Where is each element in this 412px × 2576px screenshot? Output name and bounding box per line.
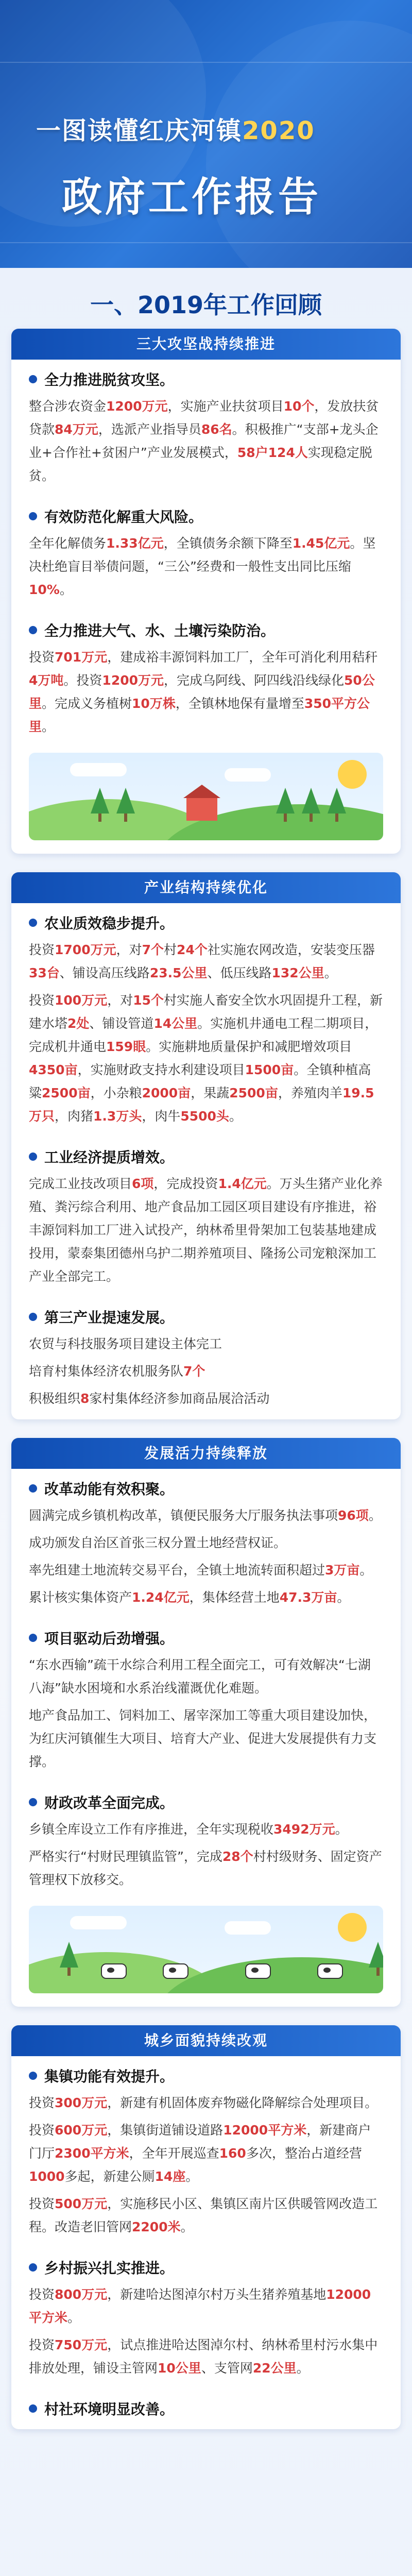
item-title-text: 全力推进大气、水、土壤污染防治。 [44,622,276,639]
tree-icon [276,788,295,814]
cow-icon [101,1963,127,1979]
bullet-dot-icon [29,1798,37,1806]
bullet-dot-icon [29,626,37,634]
cow-icon [317,1963,343,1979]
item-title-text: 项目驱动后劲增强。 [44,1630,175,1647]
item-title [29,1628,383,1648]
item-title-text: 乡村振兴扎实推进。 [44,2260,175,2277]
report-item [11,2389,401,2429]
item-paragraph: 累计核实集体资产1.24亿元，集体经营土地47.3万亩。 [29,1590,350,1605]
bullet-dot-icon [29,1313,37,1321]
cloud-icon [225,768,271,782]
farm-illustration [29,753,383,840]
item-title-text: 集镇功能有效提升。 [44,2068,175,2085]
tree-trunk [124,814,127,822]
report-item [11,1137,401,1297]
cloud-icon [225,1921,271,1935]
card-title: 发展活力持续释放 [11,1438,401,1469]
report-item [11,1469,401,1618]
item-paragraph: 乡镇全库设立工作有序推进，全年实现税收3492万元。 [29,1822,348,1837]
item-paragraph: 投资600万元，集镇街道铺设道路12000平方米，新建商户门厅2300平方米，全年开展巡查160多次，整治占道经营1000多起，新建公厕14座。 [29,2123,371,2184]
cow-icon [245,1963,271,1979]
bullet-dot-icon [29,2263,37,2272]
item-title [29,2398,383,2419]
item-title [29,1307,383,1327]
tree-icon [328,788,346,814]
item-title-text: 工业经济提质增效。 [44,1149,175,1166]
item-title-text: 农业质效稳步提升。 [44,915,175,932]
item-title-text: 全力推进脱贫攻坚。 [44,371,175,388]
item-paragraph: 投资800万元，新建哈达图淖尔村万头生猪养殖基地12000平方米。 [29,2287,371,2325]
pasture-illustration [29,1906,383,1993]
tree-trunk [67,1968,71,1976]
card-title: 城乡面貌持续改观 [11,2025,401,2056]
tree-icon [369,1942,383,1968]
report-item [11,611,401,748]
bullet-dot-icon [29,1153,37,1161]
item-paragraph: 投资750万元，试点推进哈达图淖尔村、纳林希里村污水集中排放处理，铺设主管网10公里、支管网22公里。 [29,2337,378,2376]
bullet-dot-icon [29,512,37,520]
decor-line [0,62,412,63]
item-title-text: 有效防范化解重大风险。 [44,509,203,526]
barn-icon [186,798,217,821]
item-paragraph: 投资1700万元，对7个村24个社实施农网改造，安装变压器33台、铺设高压线路23.5公里、低压线路132公里。 [29,942,375,980]
bullet-dot-icon [29,1634,37,1642]
tree-icon [91,788,109,814]
item-title [29,1478,383,1499]
item-paragraph: 完成工业技改项目6项，完成投资1.4亿元。万头生猪产业化养殖、粪污综合利用、地产食品加工园区项目建设有序推进，裕丰源饲料加工厂进入试投产，纳林希里骨架加工包装基地建成投用，蒙泰集团德州乌护二期养殖项目、隆扬公司宠粮深加工产业全部完工。 [29,1176,383,1284]
item-title [29,369,383,389]
item-title [29,1792,383,1812]
item-title-text: 改革动能有效积聚。 [44,1481,175,1498]
section-card [11,329,401,854]
item-paragraph: 地产食品加工、饲料加工、屠宰深加工等重大项目建设加快，为红庆河镇催生大项目、培育大产业、促进大发展提供有力支撑。 [29,1708,377,1769]
item-paragraph: 培育村集体经济农机服务队7个 [29,1364,205,1379]
item-paragraph: 投资100万元，对15个村实施人畜安全饮水巩固提升工程，新建水塔2处、铺设管道14公里。实施机井通电工程二期项目，完成机井通电159眼。实施耕地质量保护和减肥增效项目4350亩，实施财政支持水利建设项目1500亩。全镇种植高粱2500亩，小杂粮2000亩，果蔬2500亩，养殖肉羊19.5万只，肉猪1.3万头，肉牛5500头。 [29,993,383,1124]
report-item [11,497,401,611]
card-list [0,329,412,2429]
report-item [11,1783,401,1901]
cloud-icon [70,1916,127,1929]
item-title-text: 第三产业提速发展。 [44,1309,175,1326]
tree-icon [302,788,320,814]
cow-icon [163,1963,188,1979]
cloud-icon [70,763,127,776]
section-card [11,1438,401,2007]
item-paragraph: 投资701万元，建成裕丰源饲料加工厂，全年可消化利用秸秆4万吨。投资1200万元，完成乌阿线、阿四线沿线绿化50公里。完成义务植树10万株，全镇林地保有量增至350平方公里。 [29,650,378,734]
report-item [11,360,401,497]
tree-trunk [310,814,313,822]
item-paragraph: 率先组建土地流转交易平台，全镇土地流转面积超过3万亩。 [29,1563,373,1578]
report-item [11,2248,401,2389]
item-paragraph: 农贸与科技服务项目建设主体完工 [29,1336,222,1351]
tree-trunk [98,814,101,822]
item-paragraph: 积极组织8家村集体经济参加商品展洽活动 [29,1391,270,1406]
item-paragraph: 圆满完成乡镇机构改革，镇便民服务大厅服务执法事项96项。 [29,1508,382,1523]
bullet-dot-icon [29,919,37,927]
hero-title-text: 一图读懂红庆河镇 [36,116,243,145]
section-heading-text: 一、2019年工作回顾 [90,291,322,319]
report-item [11,1297,401,1419]
item-paragraph: 整合涉农资金1200万元，实施产业扶贫项目10个，发放扶贫贷款84万元，选派产业指导员86名。积极推广“支部+龙头企业+合作社+贫困户”产业发展模式，58户124人实现稳定脱贫。 [29,399,379,483]
item-paragraph: 全年化解债务1.33亿元，全镇债务余额下降至1.45亿元。坚决杜绝盲目举债问题，“三公”经费和一般性支出同比压缩10%。 [29,536,376,597]
card-title: 产业结构持续优化 [11,872,401,903]
item-paragraph: 投资300万元，新建有机固体废弃物磁化降解综合处理项目。 [29,2095,378,2110]
item-title [29,620,383,640]
item-paragraph: 成功颁发自治区首张三权分置土地经营权证。 [29,1535,287,1550]
hero-title-line1 [36,111,315,146]
item-title [29,912,383,933]
tree-icon [60,1942,78,1968]
decor-line [0,242,412,243]
item-title [29,2065,383,2086]
bullet-dot-icon [29,2404,37,2413]
item-paragraph: “东水西输”疏干水综合利用工程全面完工，可有效解决“七湖八海”缺水困境和水系治线灌溉优化难题。 [29,1657,371,1696]
item-paragraph: 严格实行“村财民理镇监管”，完成28个村村级财务、固定资产管理权下放移交。 [29,1849,382,1887]
bullet-dot-icon [29,2072,37,2080]
item-title [29,506,383,527]
bullet-dot-icon [29,1484,37,1493]
card-title: 三大攻坚战持续推进 [11,329,401,360]
barn-roof [183,785,220,798]
hero-banner [0,0,412,268]
section-card [11,2025,401,2429]
sun-icon [338,760,367,789]
item-paragraph: 投资500万元，实施移民小区、集镇区南片区供暖管网改造工程。改造老旧管网2200米。 [29,2196,378,2234]
section-heading [0,268,412,329]
bullet-dot-icon [29,375,37,383]
tree-trunk [335,814,338,822]
tree-trunk [376,1968,380,1976]
tree-icon [116,788,135,814]
item-title [29,1146,383,1167]
report-item [11,1618,401,1783]
tree-trunk [284,814,287,822]
item-title-text: 财政改革全面完成。 [44,1794,175,1811]
report-item [11,903,401,1137]
report-item [11,2056,401,2248]
hero-title-line2: 政府工作报告 [62,174,322,221]
section-card [11,872,401,1419]
item-title [29,2257,383,2278]
sun-icon [338,1913,367,1942]
item-title-text: 村社环境明显改善。 [44,2401,175,2418]
hero-year: 2020 [242,116,315,145]
